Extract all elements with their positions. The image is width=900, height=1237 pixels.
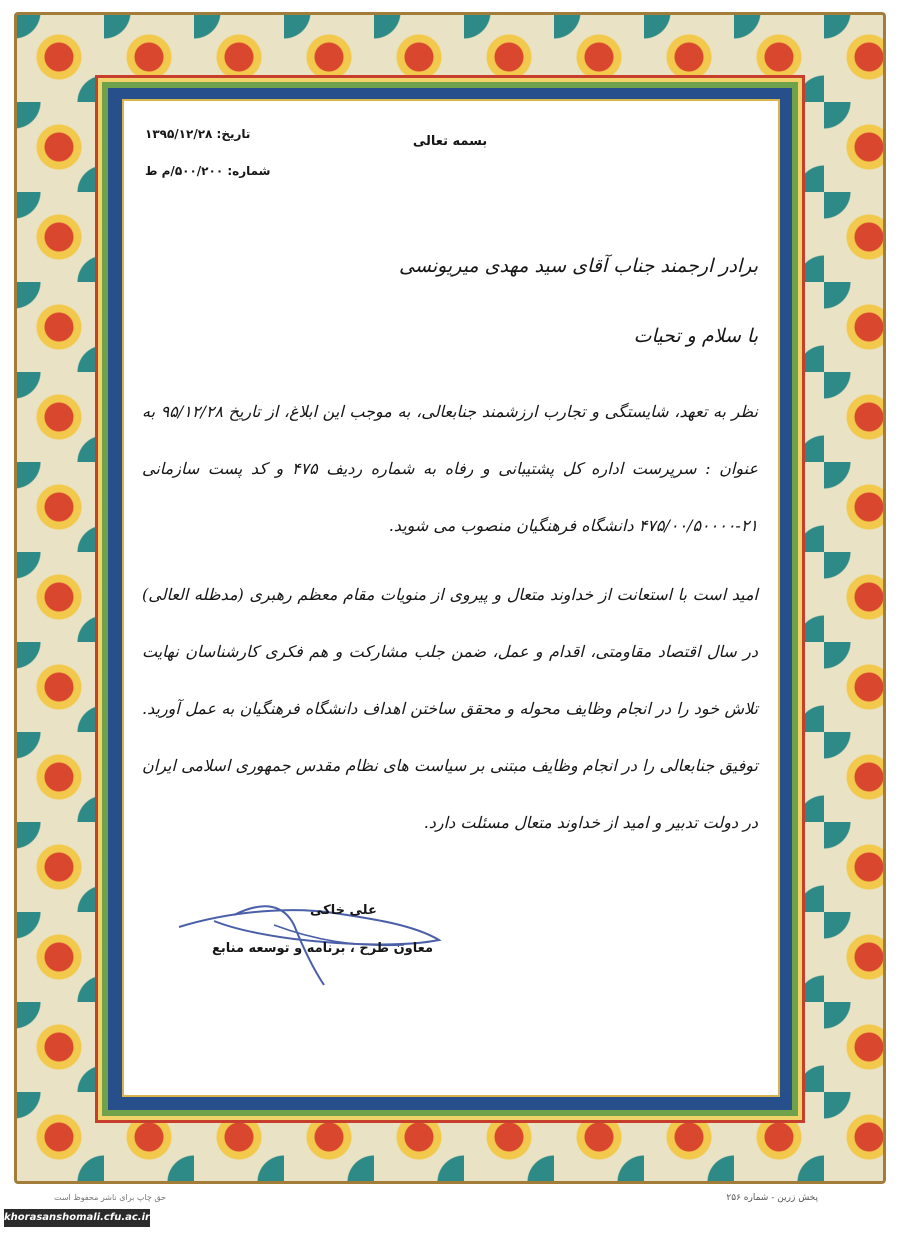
copyright-note: حق چاپ برای ناشر محفوظ است: [54, 1193, 166, 1202]
letter-header: بسمه تعالی: [412, 134, 488, 149]
paragraph-appointment: نظر به تعهد، شایستگی و تجارب ارزشمند جنابعالی، به موجب این ابلاغ، از تاریخ ۹۵/۱۲/۲۸ به عنوان : سرپرست اداره کل پشتیبانی و رفاه به شماره ردیف ۴۷۵ و کد پست سازمانی ۲۱-۴۷۵/۰۰/۵۰۰۰۰ دانشگاه فرهنگیان منصوب می شوید.: [142, 402, 759, 535]
letter-number: شماره: ۵۰۰/۲۰۰/م ط: [145, 164, 271, 178]
site-watermark: khorasanshomali.cfu.ac.ir: [4, 1209, 150, 1227]
letter-date: تاریخ: ۱۳۹۵/۱۲/۲۸: [145, 127, 251, 141]
greeting: با سلام و تحیات: [633, 325, 758, 347]
print-note: پخش زرین - شماره ۲۵۶: [726, 1193, 818, 1203]
signer-name: علی خاکی: [310, 903, 377, 918]
signer-title: معاون طرح ، برنامه و توسعه منابع: [212, 941, 434, 956]
addressee: برادر ارجمند جناب آقای سید مهدی میریونسی: [399, 255, 758, 277]
paragraph-wishes: امید است با استعانت از خداوند متعال و پیروی از منویات مقام معظم رهبری (مدظله العالی) در سال اقتصاد مقاومتی، اقدام و عمل، ضمن جلب مشارکت و هم فکری کارشناسان نهایت تلاش خود را در انجام وظایف محوله و محقق ساختن اهداف دانشگاه فرهنگیان به عمل آورید. توفیق جنابعالی را در انجام وظایف مبتنی بر سیاست های نظام مقدس جمهوری اسلامی ایران در دولت تدبیر و امید از خداوند متعال مسئلت دارد.: [142, 585, 759, 832]
